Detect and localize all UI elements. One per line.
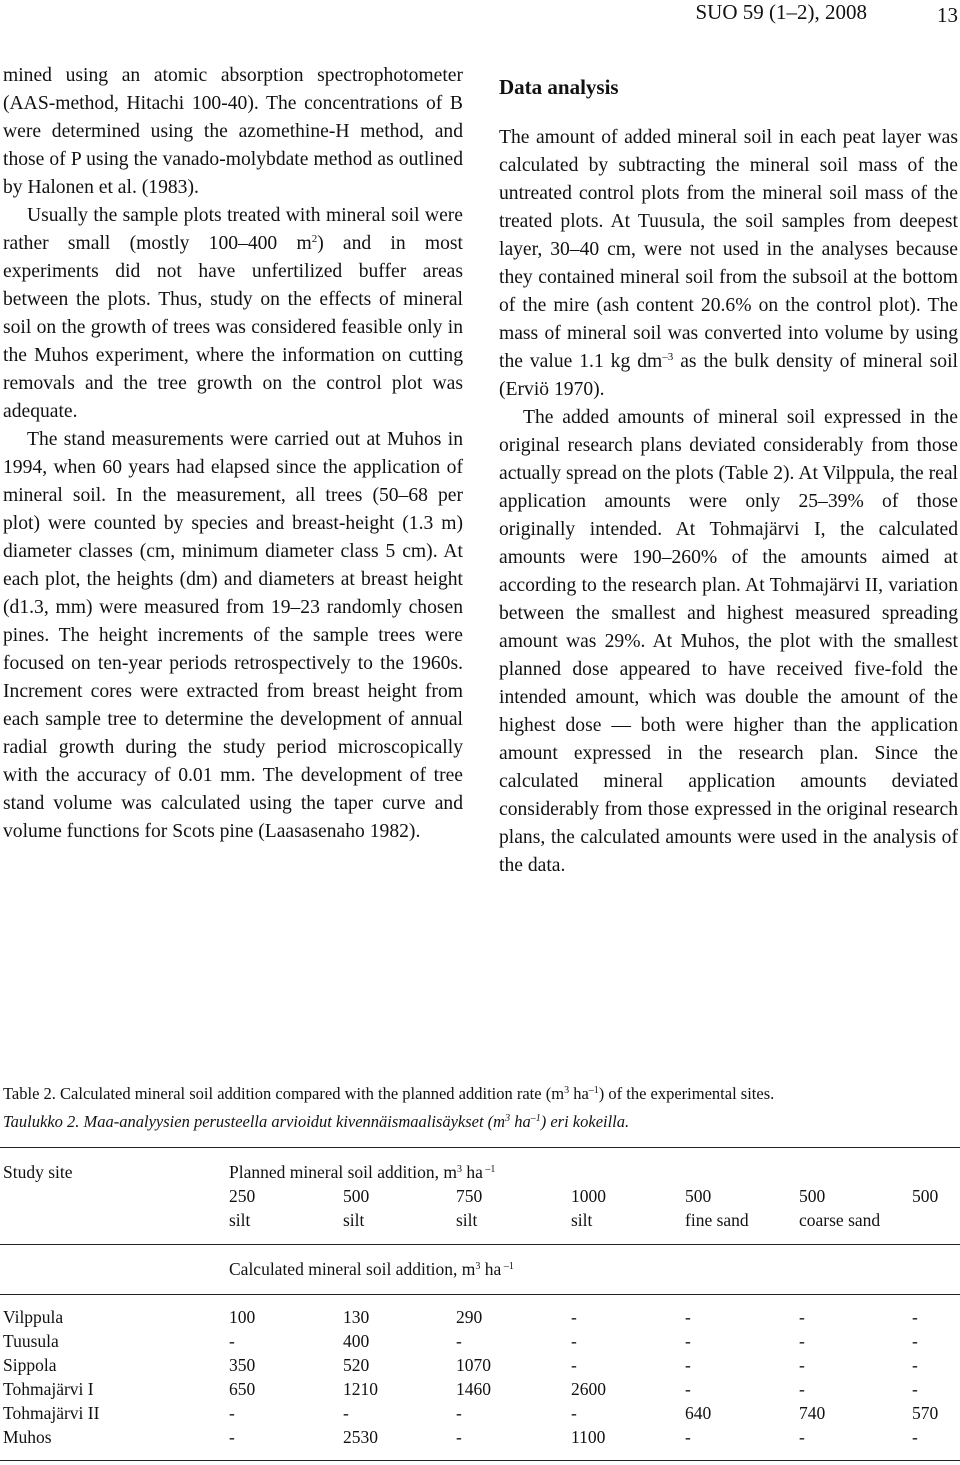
superscript: 2 bbox=[311, 233, 318, 245]
table-row-site: Sippola bbox=[3, 1355, 57, 1375]
table-cell: 740 bbox=[799, 1403, 826, 1423]
superscript: –1 bbox=[482, 1164, 496, 1175]
table-cell: - bbox=[343, 1403, 349, 1423]
planned-amount-header: 500 bbox=[685, 1186, 712, 1206]
right-paragraph-1 bbox=[499, 124, 958, 404]
table-row-site: Tuusula bbox=[3, 1331, 59, 1351]
planned-amount-header: 250 bbox=[229, 1186, 256, 1206]
table-cell: - bbox=[912, 1355, 918, 1375]
table-row-site: Tohmajärvi I bbox=[3, 1379, 94, 1399]
table-cell: - bbox=[229, 1331, 235, 1351]
table-cell: 2530 bbox=[343, 1427, 378, 1447]
page-number: 13 bbox=[937, 3, 958, 27]
caption-en-text-c: ) of the experimental sites. bbox=[598, 1084, 775, 1103]
table-cell: - bbox=[912, 1331, 918, 1351]
table-cell: - bbox=[912, 1307, 918, 1327]
planned-amount-header: 500 bbox=[912, 1186, 939, 1206]
planned-label: Planned mineral soil addition, m bbox=[229, 1162, 457, 1182]
right-column bbox=[499, 73, 958, 880]
table-cell: 130 bbox=[343, 1307, 370, 1327]
unit-ha: ha bbox=[461, 1162, 483, 1182]
planned-amount-header: 750 bbox=[456, 1186, 483, 1206]
table-cell: - bbox=[799, 1307, 805, 1327]
right-paragraph-1-text-a: The amount of added mineral soil in each peat layer was calculated by subtracting the mineral soil mass of the untreated control plots from the mineral soil mass of the treated plots. At Tuusula, the soil samples from deepest layer, 30–40 cm, were not used in the analyses because they contained mineral soil from the subsoil at the bottom of the mire (ash content 20.6% on the control plot). The mass of mineral soil was converted into volume by using the value 1.1 kg dm bbox=[499, 127, 958, 372]
table-header-rule bbox=[0, 1244, 960, 1245]
table-cell: - bbox=[685, 1307, 691, 1327]
table-row-site: Muhos bbox=[3, 1427, 52, 1447]
table-cell: - bbox=[799, 1379, 805, 1399]
table-cell: 100 bbox=[229, 1307, 256, 1327]
right-paragraph-2: The added amounts of mineral soil expressed in the original research plans deviated considerably from those actually spread on the plots (Table 2). At Vilppula, the real application amounts were only 25–39% of those originally intended. At Tohmajärvi I, the calculated amounts were 190–260% of the amounts aimed at according to the research plan. At Tohmajärvi II, variation between the smallest and highest measured spreading amount was 29%. At Muhos, the plot with the smallest planned dose appeared to have received five-fold the intended amount, which was double the amount of the highest dose — both were higher than the application amount expressed in the research plan. Since the calculated mineral application amounts deviated considerably from those expressed in the original research plans, the calculated amounts were used in the analysis of the data. bbox=[499, 407, 958, 876]
calculated-label: Calculated mineral soil addition, m bbox=[229, 1259, 476, 1279]
soil-type-header: silt bbox=[456, 1210, 478, 1230]
left-paragraph-2 bbox=[3, 202, 463, 426]
table-cell: 400 bbox=[343, 1331, 370, 1351]
table-cell: 1460 bbox=[456, 1379, 491, 1399]
table-row-site: Vilppula bbox=[3, 1307, 64, 1327]
table-cell: 570 bbox=[912, 1403, 939, 1423]
journal-citation: SUO 59 (1–2), 2008 bbox=[695, 0, 867, 24]
table-bottom-rule bbox=[0, 1460, 960, 1461]
left-column bbox=[3, 62, 463, 846]
table-cell: - bbox=[456, 1331, 462, 1351]
study-site-header: Study site bbox=[3, 1162, 73, 1182]
table-cell: 650 bbox=[229, 1379, 256, 1399]
table-cell: 2600 bbox=[571, 1379, 606, 1399]
table-cell: - bbox=[571, 1307, 577, 1327]
superscript: 3 bbox=[475, 1261, 481, 1272]
table-cell: - bbox=[685, 1379, 691, 1399]
table-caption-finnish bbox=[3, 1111, 958, 1133]
unit-ha: ha bbox=[480, 1259, 502, 1279]
caption-en-text-a: Table 2. Calculated mineral soil addition compared with the planned addition rate (m bbox=[3, 1084, 565, 1103]
superscript: –1 bbox=[501, 1261, 514, 1272]
table-cell: - bbox=[799, 1331, 805, 1351]
table-cell: - bbox=[229, 1403, 235, 1423]
table-row-site: Tohmajärvi II bbox=[3, 1403, 100, 1423]
table-cell: - bbox=[912, 1427, 918, 1447]
table-subheader-rule bbox=[0, 1294, 960, 1295]
soil-type-header: silt bbox=[571, 1210, 593, 1230]
table-cell: - bbox=[571, 1403, 577, 1423]
caption-fi-text-b: ha bbox=[510, 1112, 531, 1131]
table-cell: - bbox=[912, 1379, 918, 1399]
table-cell: 350 bbox=[229, 1355, 256, 1375]
superscript: –1 bbox=[588, 1085, 599, 1096]
superscript: 3 bbox=[505, 1113, 511, 1124]
table-cell: - bbox=[685, 1331, 691, 1351]
table-top-rule bbox=[0, 1147, 960, 1148]
soil-type-header: silt bbox=[343, 1210, 365, 1230]
table-cell: - bbox=[799, 1427, 805, 1447]
right-paragraph-1-text-b: as the bulk density of mineral soil (Erviö 1970). bbox=[499, 351, 958, 400]
table-cell: - bbox=[456, 1403, 462, 1423]
superscript: –1 bbox=[530, 1113, 541, 1124]
superscript: 3 bbox=[456, 1164, 462, 1175]
table-cell: 290 bbox=[456, 1307, 483, 1327]
table-cell: 1070 bbox=[456, 1355, 491, 1375]
planned-amount-header: 500 bbox=[799, 1186, 826, 1206]
table-cell: 1100 bbox=[571, 1427, 606, 1447]
planned-amount-header: 500 bbox=[343, 1186, 370, 1206]
table-cell: - bbox=[229, 1427, 235, 1447]
superscript: 3 bbox=[564, 1085, 570, 1096]
planned-amount-header: 1000 bbox=[571, 1186, 606, 1206]
table-cell: - bbox=[685, 1355, 691, 1375]
table-cell: - bbox=[571, 1355, 577, 1375]
left-paragraph-3: The stand measurements were carried out at Muhos in 1994, when 60 years had elapsed since the application of mineral soil. In the measurement, all trees (50–68 per plot) were counted by species and breast-height (1.3 m) diameter classes (cm, minimum diameter class 5 cm). At each plot, the heights (dm) and diameters at breast height (d1.3, mm) were measured from 19–23 randomly chosen pines. The height increments of the sample trees were focused on ten-year periods retrospectively to the 1960s. Increment cores were extracted from breast height from each sample tree to determine the development of annual radial growth during the study period microscopically with the accuracy of 0.01 mm. The development of tree stand volume was calculated using the taper curve and volume functions for Scots pine (Laasasenaho 1982). bbox=[3, 429, 463, 842]
table-cell: - bbox=[456, 1427, 462, 1447]
superscript: –3 bbox=[662, 351, 674, 363]
calculated-addition-header bbox=[229, 1258, 514, 1280]
soil-type-header: coarse sand bbox=[799, 1210, 881, 1230]
table-cell: - bbox=[571, 1331, 577, 1351]
planned-addition-header bbox=[229, 1161, 495, 1183]
left-paragraph-2-text-a: Usually the sample plots treated with mineral soil were rather small (mostly 100–400 m bbox=[3, 205, 463, 254]
soil-type-header: silt bbox=[229, 1210, 251, 1230]
caption-fi-text-c: ) eri kokeilla. bbox=[540, 1112, 630, 1131]
table-cell: 1210 bbox=[343, 1379, 378, 1399]
table-cell: - bbox=[799, 1355, 805, 1375]
table-cell: 520 bbox=[343, 1355, 370, 1375]
left-paragraph-1: mined using an atomic absorption spectrophotometer (AAS-method, Hitachi 100-40). The concentrations of B were determined using the azomethine-H method, and those of P using the vanado-molybdate method as outlined by Halonen et al. (1983). bbox=[3, 65, 463, 198]
section-heading: Data analysis bbox=[499, 75, 619, 99]
table-cell: 640 bbox=[685, 1403, 712, 1423]
soil-type-header: fine sand bbox=[685, 1210, 749, 1230]
table-cell: - bbox=[685, 1427, 691, 1447]
table-caption-english bbox=[3, 1083, 958, 1105]
caption-fi-text-a: Taulukko 2. Maa-analyysien perusteella arvioidut kivennäismaalisäykset (m bbox=[3, 1112, 506, 1131]
caption-en-text-b: ha bbox=[569, 1084, 589, 1103]
left-paragraph-2-text-b: ) and in most experiments did not have unfertilized buffer areas between the plots. Thus, study on the effects of mineral soil on the growth of trees was considered feasible only in the Muhos experiment, where the information on cutting removals and the tree growth on the control plot was adequate. bbox=[3, 233, 463, 422]
